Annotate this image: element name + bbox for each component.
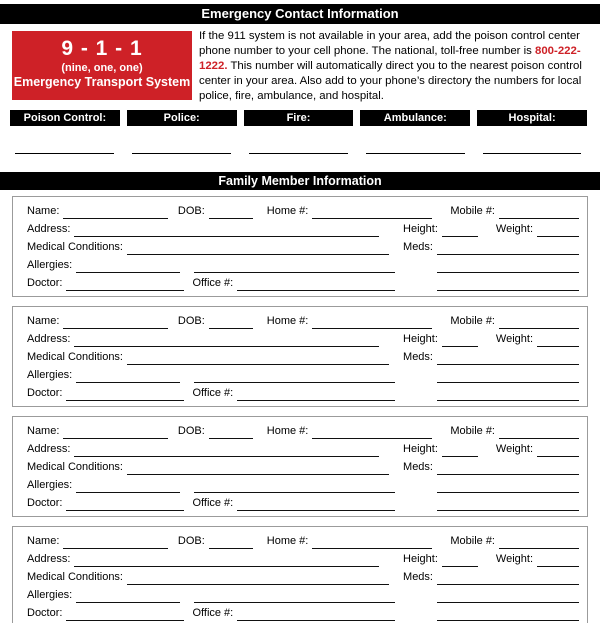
- name-blank-line: [63, 427, 167, 439]
- poison-control-number-line: [10, 152, 120, 154]
- home-phone-blank-line: [312, 427, 432, 439]
- doctor-label: Doctor:: [27, 277, 63, 289]
- meds-blank-line: [437, 463, 579, 475]
- 911-subtitle: Emergency Transport System: [13, 75, 191, 89]
- label-fire: Fire:: [244, 110, 354, 126]
- allergies-continued-blank-line: [194, 591, 395, 603]
- mobile-phone-label: Mobile #:: [450, 425, 495, 437]
- family-section-title: Family Member Information: [218, 174, 382, 188]
- meds-label: Meds:: [403, 461, 433, 473]
- meds-blank-line: [437, 353, 579, 365]
- family-member-block: [12, 526, 588, 623]
- meds-blank-line: [437, 243, 579, 255]
- member-row-medical: [27, 567, 579, 585]
- dob-blank-line: [209, 537, 253, 549]
- member-row-address: [27, 219, 579, 237]
- allergies-blank-line: [76, 261, 180, 273]
- weight-label: Weight:: [495, 223, 533, 235]
- allergies-label: Allergies:: [27, 369, 73, 381]
- name-label: Name:: [27, 535, 60, 547]
- member-row-address: [27, 549, 579, 567]
- home-phone-label: Home #:: [266, 205, 309, 217]
- allergies-continued-blank-line: [194, 371, 395, 383]
- member-row-doctor: [27, 273, 579, 291]
- emergency-contact-form: [0, 4, 600, 623]
- allergies-continued-blank-line: [194, 481, 395, 493]
- dob-blank-line: [209, 427, 253, 439]
- meds-continued-blank-line-2: [437, 609, 579, 621]
- allergies-blank-line: [76, 591, 180, 603]
- member-row-medical: [27, 457, 579, 475]
- weight-label: Weight:: [495, 553, 533, 565]
- meds-continued-blank-line-2: [437, 279, 579, 291]
- office-phone-blank-line: [237, 279, 395, 291]
- member-row-name: [27, 311, 579, 329]
- member-row-doctor: [27, 383, 579, 401]
- office-phone-label: Office #:: [192, 277, 234, 289]
- hospital-number-line: [477, 152, 587, 154]
- office-phone-label: Office #:: [192, 607, 234, 619]
- medical-conditions-blank-line: [127, 243, 389, 255]
- height-blank-line: [442, 335, 478, 347]
- address-blank-line: [74, 445, 379, 457]
- meds-label: Meds:: [403, 571, 433, 583]
- height-blank-line: [442, 225, 478, 237]
- family-member-block: [12, 196, 588, 297]
- mobile-phone-label: Mobile #:: [450, 315, 495, 327]
- allergies-blank-line: [76, 481, 180, 493]
- family-member-blocks: [12, 196, 588, 623]
- medical-conditions-label: Medical Conditions:: [27, 351, 123, 363]
- address-label: Address:: [27, 333, 71, 345]
- weight-blank-line: [537, 225, 579, 237]
- address-blank-line: [74, 555, 379, 567]
- label-police: Police:: [127, 110, 237, 126]
- height-blank-line: [442, 445, 478, 457]
- home-phone-label: Home #:: [266, 315, 309, 327]
- emergency-numbers-labels: [10, 110, 587, 126]
- member-row-name: [27, 201, 579, 219]
- allergies-label: Allergies:: [27, 259, 73, 271]
- weight-label: Weight:: [495, 443, 533, 455]
- medical-conditions-blank-line: [127, 573, 389, 585]
- poison-control-phone-number: 800-222-1222.: [199, 45, 581, 72]
- label-ambulance: Ambulance:: [360, 110, 470, 126]
- poison-control-instructions: [192, 29, 592, 104]
- member-row-allergies: [27, 255, 579, 273]
- home-phone-blank-line: [312, 207, 432, 219]
- office-phone-blank-line: [237, 389, 395, 401]
- weight-blank-line: [537, 445, 579, 457]
- member-row-name: [27, 531, 579, 549]
- family-member-block: [12, 306, 588, 407]
- mobile-phone-blank-line: [499, 427, 579, 439]
- name-blank-line: [63, 207, 167, 219]
- name-label: Name:: [27, 315, 60, 327]
- weight-blank-line: [537, 335, 579, 347]
- doctor-blank-line: [66, 499, 184, 511]
- emergency-numbers-blank-lines: [10, 152, 587, 154]
- mobile-phone-blank-line: [499, 207, 579, 219]
- meds-label: Meds:: [403, 351, 433, 363]
- label-hospital: Hospital:: [477, 110, 587, 126]
- name-blank-line: [63, 317, 167, 329]
- home-phone-label: Home #:: [266, 535, 309, 547]
- 911-words: (nine, one, one): [61, 62, 143, 74]
- office-phone-label: Office #:: [192, 387, 234, 399]
- dob-blank-line: [209, 317, 253, 329]
- member-row-allergies: [27, 365, 579, 383]
- fire-number-line: [244, 152, 354, 154]
- address-blank-line: [74, 225, 379, 237]
- doctor-blank-line: [66, 609, 184, 621]
- office-phone-label: Office #:: [192, 497, 234, 509]
- meds-continued-blank-line-2: [437, 499, 579, 511]
- member-row-doctor: [27, 493, 579, 511]
- 911-badge: [12, 31, 192, 100]
- office-phone-blank-line: [237, 609, 395, 621]
- member-row-name: [27, 421, 579, 439]
- name-label: Name:: [27, 425, 60, 437]
- police-number-line: [127, 152, 237, 154]
- office-phone-blank-line: [237, 499, 395, 511]
- height-label: Height:: [403, 333, 438, 345]
- home-phone-label: Home #:: [266, 425, 309, 437]
- ambulance-number-line: [360, 152, 470, 154]
- dob-label: DOB:: [177, 315, 205, 327]
- family-section-header: [0, 172, 600, 190]
- medical-conditions-blank-line: [127, 463, 389, 475]
- family-member-block: [12, 416, 588, 517]
- member-row-medical: [27, 347, 579, 365]
- allergies-continued-blank-line: [194, 261, 395, 273]
- doctor-label: Doctor:: [27, 387, 63, 399]
- meds-continued-blank-line: [437, 481, 579, 493]
- allergies-blank-line: [76, 371, 180, 383]
- address-blank-line: [74, 335, 379, 347]
- 911-number: 9 - 1 - 1: [61, 37, 143, 60]
- address-label: Address:: [27, 443, 71, 455]
- mobile-phone-blank-line: [499, 317, 579, 329]
- allergies-label: Allergies:: [27, 589, 73, 601]
- home-phone-blank-line: [312, 317, 432, 329]
- instructions-text-before: If the 911 system is not available in your area, add the poison control center phone number to your cell phone. The national, toll-free number is: [199, 30, 580, 57]
- meds-blank-line: [437, 573, 579, 585]
- height-label: Height:: [403, 553, 438, 565]
- medical-conditions-label: Medical Conditions:: [27, 461, 123, 473]
- instructions-text-after: This number will automatically direct you to the nearest poison control center in your area. Also add to your phone’s directory the numbers for local police, fire, ambulance, and hospital.: [199, 60, 582, 102]
- emergency-section-header: [0, 4, 600, 24]
- address-label: Address:: [27, 553, 71, 565]
- name-blank-line: [63, 537, 167, 549]
- height-label: Height:: [403, 443, 438, 455]
- doctor-blank-line: [66, 279, 184, 291]
- mobile-phone-label: Mobile #:: [450, 535, 495, 547]
- meds-continued-blank-line: [437, 591, 579, 603]
- member-row-doctor: [27, 603, 579, 621]
- emergency-section-title: Emergency Contact Information: [201, 6, 399, 21]
- doctor-label: Doctor:: [27, 497, 63, 509]
- intro-row: [12, 31, 592, 104]
- medical-conditions-label: Medical Conditions:: [27, 241, 123, 253]
- doctor-blank-line: [66, 389, 184, 401]
- member-row-allergies: [27, 475, 579, 493]
- dob-label: DOB:: [177, 535, 205, 547]
- meds-continued-blank-line-2: [437, 389, 579, 401]
- dob-label: DOB:: [177, 425, 205, 437]
- meds-continued-blank-line: [437, 371, 579, 383]
- weight-blank-line: [537, 555, 579, 567]
- meds-label: Meds:: [403, 241, 433, 253]
- doctor-label: Doctor:: [27, 607, 63, 619]
- meds-continued-blank-line: [437, 261, 579, 273]
- height-blank-line: [442, 555, 478, 567]
- medical-conditions-label: Medical Conditions:: [27, 571, 123, 583]
- dob-label: DOB:: [177, 205, 205, 217]
- allergies-label: Allergies:: [27, 479, 73, 491]
- member-row-medical: [27, 237, 579, 255]
- mobile-phone-label: Mobile #:: [450, 205, 495, 217]
- label-poison-control: Poison Control:: [10, 110, 120, 126]
- home-phone-blank-line: [312, 537, 432, 549]
- mobile-phone-blank-line: [499, 537, 579, 549]
- dob-blank-line: [209, 207, 253, 219]
- name-label: Name:: [27, 205, 60, 217]
- medical-conditions-blank-line: [127, 353, 389, 365]
- member-row-allergies: [27, 585, 579, 603]
- weight-label: Weight:: [495, 333, 533, 345]
- member-row-address: [27, 439, 579, 457]
- member-row-address: [27, 329, 579, 347]
- height-label: Height:: [403, 223, 438, 235]
- address-label: Address:: [27, 223, 71, 235]
